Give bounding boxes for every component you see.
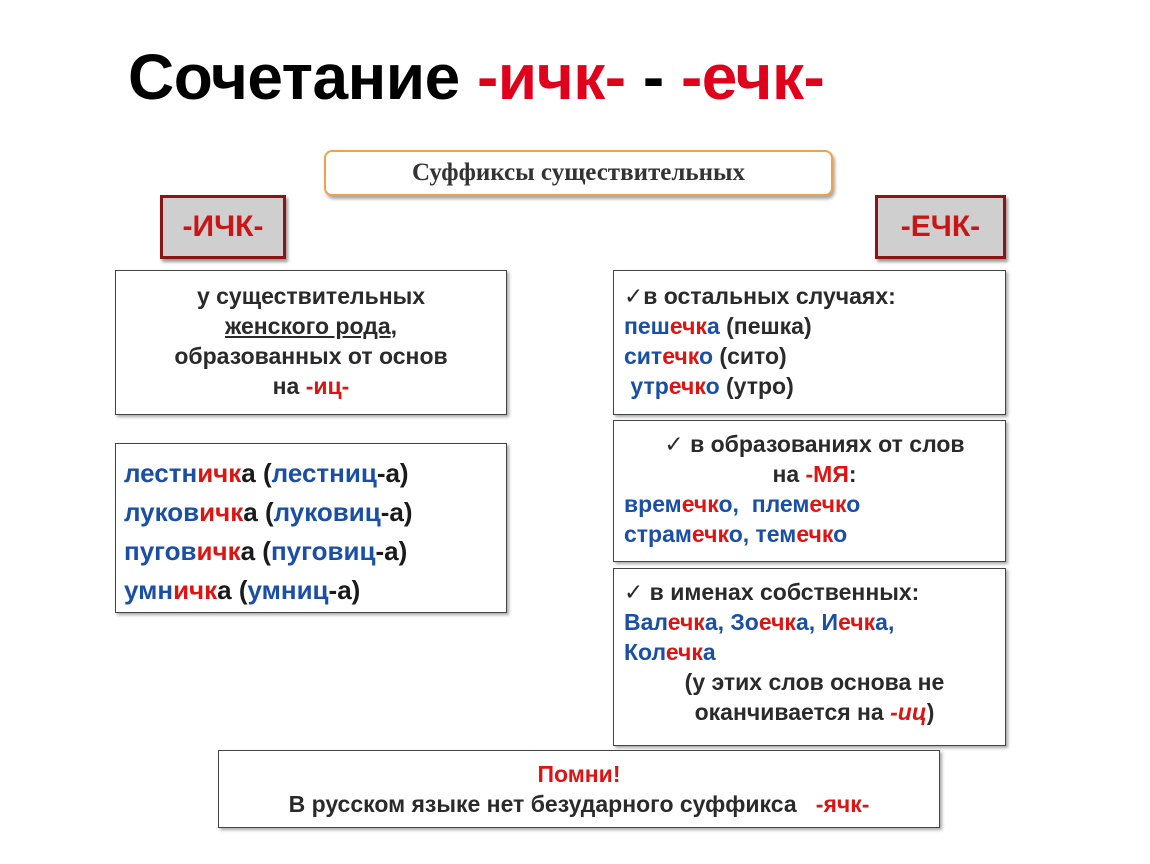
- heading-colon: :: [848, 461, 857, 487]
- example-base-ending: -а): [375, 536, 408, 566]
- example-suffix: ичк: [196, 536, 241, 566]
- case-example: [624, 637, 1005, 667]
- example-stem: лестн: [124, 458, 198, 488]
- case-example: [624, 519, 1005, 549]
- remember-text-prefix: В русском языке нет безударного суффикса: [288, 791, 816, 817]
- example-suffix: ичк: [197, 458, 242, 488]
- example-paren: (: [255, 536, 271, 566]
- heading-suffix: -МЯ: [805, 461, 849, 487]
- example-suffix: ечк: [668, 373, 706, 399]
- example-ending: а: [702, 639, 716, 665]
- case-heading-2: [624, 459, 1005, 489]
- title-suffix-ichk: -ичк-: [476, 41, 626, 113]
- example-suffix: ечк: [662, 343, 699, 369]
- example-ending: о: [705, 373, 720, 399]
- example-ending: а: [217, 575, 232, 605]
- example-base: умниц: [247, 575, 329, 605]
- note-close: ): [926, 699, 935, 725]
- title-separator: -: [625, 41, 681, 113]
- example-ending: а: [795, 609, 809, 635]
- example-stem: плем: [751, 491, 810, 517]
- example-stem: Кол: [624, 639, 666, 665]
- rule-line: [116, 371, 506, 401]
- example-stem: врем: [624, 491, 682, 517]
- rule-line: у существительных: [196, 283, 426, 309]
- example-base-ending: -а): [328, 575, 361, 605]
- title-suffix-echk: -ечк-: [680, 41, 825, 113]
- remember-text: [219, 789, 939, 819]
- case-proper-box: [613, 568, 1006, 746]
- heading-prefix: на: [772, 461, 806, 487]
- rule-comma: ,: [390, 313, 398, 339]
- example-ending: а: [241, 458, 256, 488]
- example-source: (пешка): [719, 313, 812, 339]
- example-suffix: ичк: [199, 497, 244, 527]
- example-stem: утр: [624, 373, 669, 399]
- example-source: (сито): [713, 343, 787, 369]
- rule-line: образованных от основ: [174, 343, 448, 369]
- example-sep: ,: [732, 491, 752, 517]
- example-stem: И: [821, 609, 839, 635]
- example-ending: а: [706, 313, 720, 339]
- example-base: лестниц: [271, 458, 377, 488]
- case-example: [624, 489, 1005, 519]
- case-heading: ✓ в именах собственных:: [624, 579, 920, 605]
- example-sep: ,: [742, 521, 756, 547]
- example-stem: страм: [624, 521, 692, 547]
- example-stem: Вал: [624, 609, 668, 635]
- case-heading: ✓ в образованиях от слов: [664, 431, 965, 457]
- example-ending: о: [833, 521, 848, 547]
- tag-echk: -ЕЧК-: [875, 195, 1006, 259]
- example-ending: а: [704, 609, 718, 635]
- example-ending: о: [728, 521, 743, 547]
- examples-ichk-box: [115, 443, 507, 613]
- note-suffix: -иц: [890, 699, 927, 725]
- example-row: [124, 493, 506, 532]
- note-prefix: оканчивается на: [694, 699, 891, 725]
- example-suffix: ечк: [796, 521, 834, 547]
- case-note: (у этих слов основа не: [684, 669, 945, 695]
- example-ending: о: [698, 343, 714, 369]
- rule-ichk-box: [115, 270, 507, 415]
- example-base: пуговиц: [270, 536, 376, 566]
- remember-box: [218, 750, 940, 828]
- example-suffix: ичк: [173, 575, 218, 605]
- example-paren: (: [257, 497, 274, 527]
- example-row: [124, 571, 506, 610]
- example-stem: пеш: [624, 313, 670, 339]
- example-suffix: ечк: [809, 491, 847, 517]
- rule-suffix: -иц-: [305, 373, 350, 399]
- example-suffix: ечк: [669, 313, 707, 339]
- case-mya-box: [613, 420, 1006, 562]
- example-suffix: ечк: [838, 609, 876, 635]
- example-suffix: ечк: [681, 491, 719, 517]
- example-sep: ,: [887, 609, 895, 635]
- example-paren: (: [231, 575, 248, 605]
- slide-title: [128, 40, 824, 114]
- example-ending: а: [240, 536, 256, 566]
- case-example: [624, 311, 1005, 341]
- example-base-ending: -а): [376, 458, 409, 488]
- example-ending: о: [718, 491, 733, 517]
- rule-gender: женского рода: [224, 313, 391, 339]
- example-stem: пугов: [124, 536, 197, 566]
- example-suffix: ечк: [691, 521, 729, 547]
- example-stem: Зо: [730, 609, 759, 635]
- example-row: [124, 532, 506, 571]
- example-suffix: ечк: [667, 609, 705, 635]
- example-ending: а: [243, 497, 258, 527]
- example-suffix: ечк: [758, 609, 796, 635]
- example-source: (утро): [719, 373, 794, 399]
- example-stem: умн: [124, 575, 174, 605]
- example-suffix: ечк: [665, 639, 703, 665]
- example-stem: луков: [124, 497, 200, 527]
- example-ending: а: [875, 609, 888, 635]
- example-ending: о: [846, 491, 861, 517]
- rule-prefix: на: [272, 373, 306, 399]
- remember-suffix: -ячк-: [815, 791, 870, 817]
- case-other-box: [613, 270, 1006, 415]
- example-base: луковиц: [273, 497, 381, 527]
- example-row: [124, 454, 506, 493]
- example-sep: ,: [808, 609, 822, 635]
- case-note: [624, 697, 1005, 727]
- example-sep: ,: [717, 609, 731, 635]
- example-stem: сит: [624, 343, 663, 369]
- remember-title: Помни!: [537, 761, 621, 787]
- case-heading: ✓в остальных случаях:: [624, 283, 896, 309]
- example-paren: (: [255, 458, 272, 488]
- case-example: [624, 607, 1005, 637]
- case-example: [624, 371, 1005, 401]
- example-stem: тем: [755, 521, 797, 547]
- title-prefix: Сочетание: [128, 41, 477, 113]
- tag-ichk: -ИЧК-: [160, 195, 286, 259]
- example-base-ending: -а): [380, 497, 413, 527]
- rule-line: [116, 311, 506, 341]
- section-header: Суффиксы существительных: [324, 150, 833, 196]
- case-example: [624, 341, 1005, 371]
